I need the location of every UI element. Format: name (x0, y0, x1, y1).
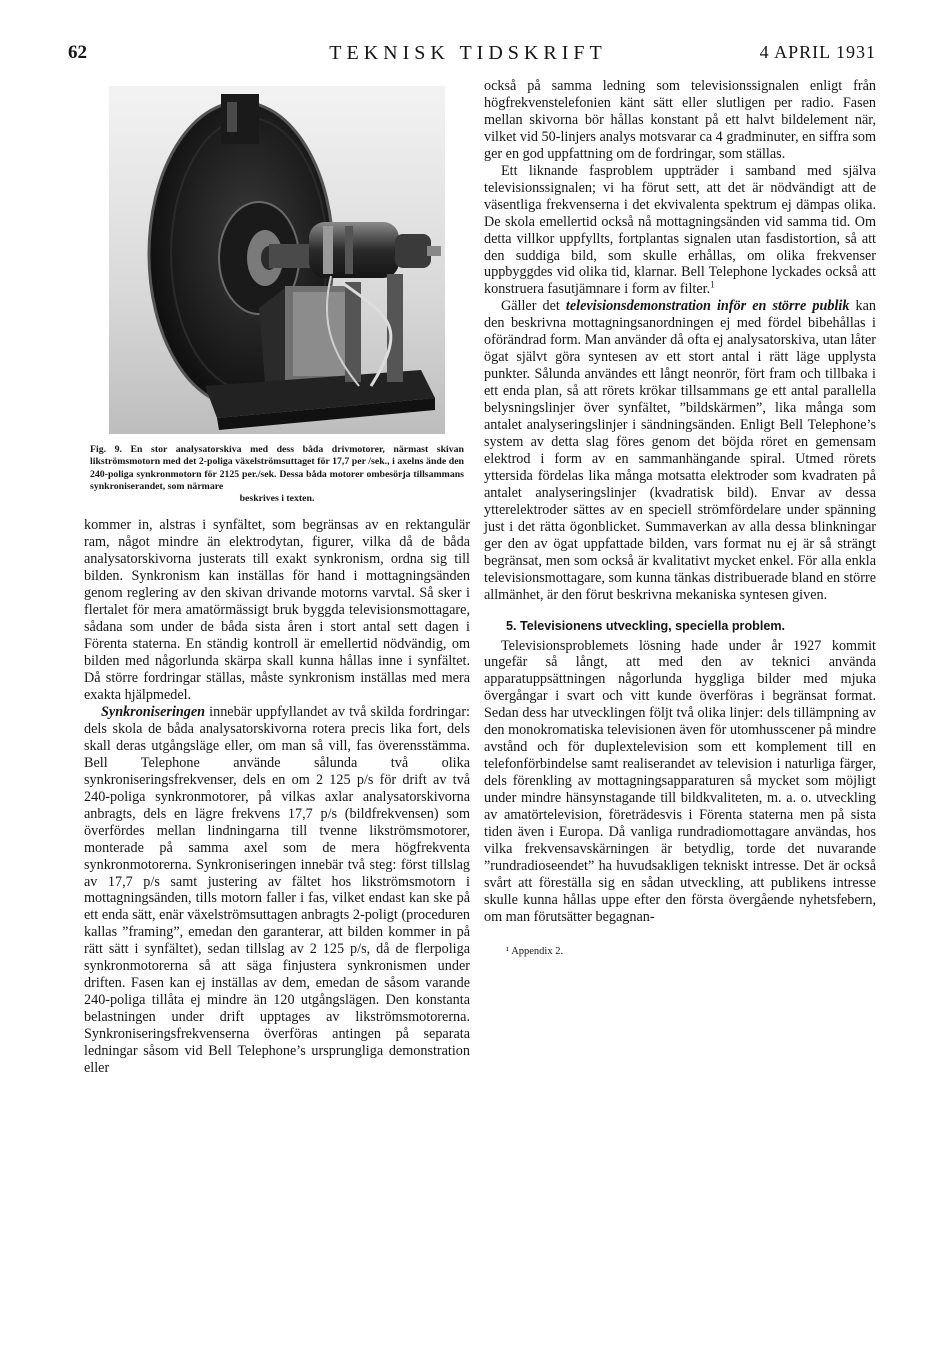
right-paragraph-1: också på samma ledning som televisionssignalen enligt från högfrekvenstelefonien känt sätt eller slutligen per radio. Fasen mellan skivorna bör hållas konstant på ett halvt bildelement när, vilket vid 50-linjers analys motsvarar ca 4 gradminuter, en siffra som ger en god uppfattning om de fordringar, som ställas. (484, 78, 876, 162)
left-column (84, 78, 470, 1077)
right-paragraph-3-text: kan den beskrivna mottagningsanordningen ej med fördel bibehållas i oförändrad form. Man använder då ofta ej analysatorskiva, utan låter ögat självt göra syntesen av ett stort antal i rätt läge upplysta punkter. Sålunda användes ett långt neonrör, fört fram och tillbaka i ett enda plan, så att rörets krökar tillsammans ge ett antal parallella belysningslinjer över synfältet, ”bildskärmen”, lika många som antalet analyseringslinjer i sändningsänden. Enligt Bell Telephone’s system av detta slag föres genom det böjda röret en gemensam elektrod i form av en sammanhängande spiral. Utmed rörets yttersida fördelas lika många motsatta elektroder som kvadraten på antalet analyseringslinjer (kvadratisk bild). Envar av dessa ytterelektroder sättes av en speciell strömfördelare under spänning just i det rätta ögonblicket. Summaverkan av alla dessa blinkningar ger den av ögat uppfattade bilden, vars format nu ej är så strängt begränsat, men som också är kvalitativt mycket enkel. För alla enkla televisionsmottagare, som kunna tänkas distribuerade bland en större allmänhet, är den förut beskrivna mekaniska syntesen given. (484, 298, 876, 603)
term-public-demonstration: televisionsdemonstration inför en större publik (565, 298, 850, 315)
figure-9 (84, 86, 470, 505)
left-paragraph-1: kommer in, alstras i synfältet, som begränsas av en rektangulär ram, något mindre än elektrodytan, figurer, vilka då de båda analysatorskivorna justerats till exakt synkronism, ordna sig till bilden. Synkronism kan inställas för hand i mottagningsänden genom reglering av den skivan drivande motorns varvtal. Så sker i flertalet för mera amatörmässigt bruk byggda televisionsmottagare, sådana som under de båda sista åren i stort antal sett dagen i Förenta staterna. En ständig kontroll är emellertid nödvändig, om bilden med någorlunda skärpa skall kunna hållas inne i synfältet. Då större fordringar ställas, måste synkronism inställas med mera exakta hjälpmedel. (84, 517, 470, 704)
left-paragraph-2-text: innebär uppfyllandet av två skilda fordringar: dels skola de båda analysatorskivorna rotera precis lika fort, dels skall deras utgångsläge eller, om man så vill, fas överensstämma. Bell Telephone använde sålunda två olika synkroniseringsfrekvenser, dels en om 2 125 p/s för drift av två 240-poliga synkronmotorer, på vilkas axlar analysatorskivorna anbragts, dels en lägre frekvens 17,7 p/s (bildfrekvensen) som överfördes mellan lindningarna till tvenne likströmsmotorer, monterade på samma axel som de mera högfrekventa synkronmotorerna. Synkroniseringen innebär två steg: först tillslag av 17,7 p/s samt justering av fältet hos likströmsmotorn i mottagningsänden, tills motorn faller i fas, vilket endast kan ske på ett enda sätt, enär växelströmsuttagen anbragts 2-poligt (proceduren kallas ”framing”, emedan den garanterar, att bilden kommer in på rätt sätt i synfältet), sedan tillslag av 2 125 p/s, då de flerpoliga synkronmotorerna så att säga finjustera synkronismen under driften. Fasen kan ej inställas av dem, emedan de såsom varande 240-poliga tillåta ej mindre än 120 utgångslägen. Den konstanta belastningen under drift upptages av likströmsmotorerna. Synkroniseringsfrekvenserna överföras antingen på separata ledningar såsom vid Bell Telephone’s ursprungliga demonstration eller (84, 703, 470, 1076)
figure-caption-text: Fig. 9. En stor analysatorskiva med dess båda drivmotorer, närmast skivan likströmsmotorn med det 2-poliga växelströmsuttaget för 17,7 per /sek., i axelns ände den 240-poliga synkronmotorn för 2125 per./sek. Dessa båda motorer ombesörja tillsammans synkroniserandet, som närmare (90, 444, 464, 492)
footnote-marker: 1 (710, 279, 715, 290)
right-paragraph-2 (484, 163, 876, 299)
section-heading: 5. Televisionens utveckling, speciella problem. (506, 618, 786, 633)
right-paragraph-3 (484, 298, 876, 603)
footnote: ¹ Appendix 2. (506, 945, 564, 957)
term-synkroniseringen: Synkroniseringen (101, 703, 206, 720)
issue-date: 4 APRIL 1931 (759, 42, 876, 62)
page-number: 62 (68, 42, 87, 63)
left-paragraph-2 (84, 704, 470, 1077)
right-paragraph-2-text: Ett liknande fasproblem uppträder i samband med själva televisionssignalen; vi ha förut sett, att det är nödvändigt att de väsentliga frekvenserna i det ekvivalenta spektrum ej dämpas olika. De skola emellertid också nå mottagningsänden vid samma tid. Om detta villkor uppfyllts, fortplantas signalen utan fasdistortion, så att den suddiga bild, som skulle erhållas, om olika frekvenser uppbyggdes vid olika tid, klarnar. Bell Telephone lyckades också att konstruera fasutjämnare i form av filter. (484, 162, 876, 298)
right-paragraph-3-lead: Gäller det (501, 298, 566, 315)
figure-caption (90, 444, 464, 505)
journal-title: TEKNISK TIDSKRIFT (329, 42, 607, 64)
page-header (0, 38, 936, 68)
figure-caption-end: beskrives i texten. (239, 493, 315, 505)
right-paragraph-4: Televisionsproblemets lösning hade under år 1927 kommit ungefär så långt, att med den av teknici använda apparatuppsättningen någorlunda hyggliga bilder med mjuka övergångar i svart och vitt kunde överföras i begränsat format. Sedan dess har utvecklingen följt två olika linjer: dels tillämpning av den monokromatiska televisionen även för utomhusscener på mindre avstånd och för duplextelevision som ett komplement till en telefonförbindelse samt realiserandet av television i naturliga färger, dels förenkling av mottagningsapparaturen så mycket som möjligt under mindre hänsynstagande till bildkvaliteten, m. a. o. utveckling av amatörtelevision, företrädesvis i Förenta staterna men på sista tiden även i Europa. Då vanliga rundradiomottagare användas, hos vilka frekvensavskärningen är betydlig, torde det nuvarande ”rundradioseendet” ha huvudsakligen tekniskt intresse. Det är också svårt att föreställa sig en sådan utveckling, att publikens intresse skulle kunna hållas uppe efter den första övergående nyhetsfebern, om man förutsätter begagnan- (484, 637, 876, 925)
right-column (484, 78, 876, 961)
analyzer-disc-photo (109, 86, 445, 434)
